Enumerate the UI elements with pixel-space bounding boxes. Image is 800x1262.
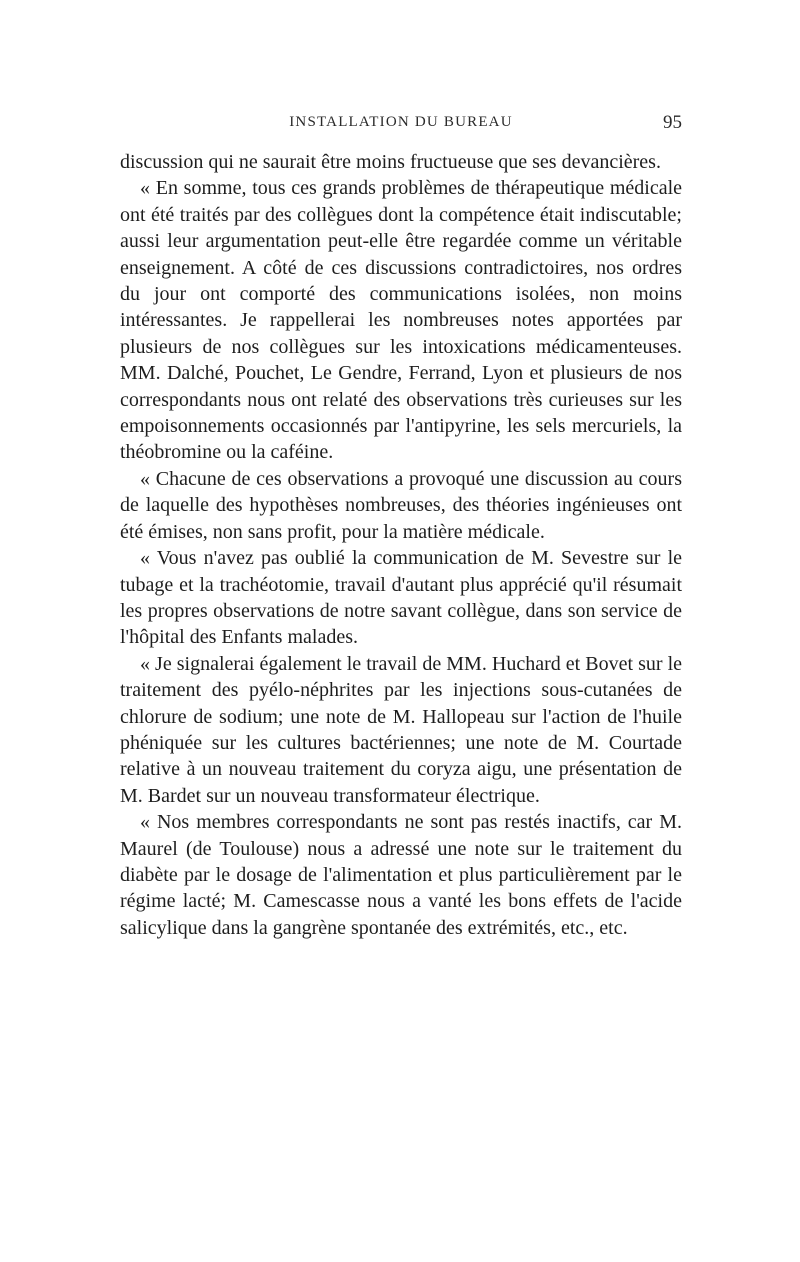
- paragraph-huchard: « Je signalerai également le travail de MM. Huchard et Bovet sur le traitement des pyélo-néphrites par les injections sous-cutanées de chlorure de sodium; une note de M. Hallopeau sur l'action de l'huile phéniquée sur les cultures bactériennes; une note de M. Courtade relative à un nouveau traitement du coryza aigu, une présentation de M. Bardet sur un nouveau transformateur électrique.: [120, 652, 682, 807]
- paragraph-correspondents: « Nos membres correspondants ne sont pas restés inactifs, car M. Maurel (de Toulouse) nous a adressé une note sur le traitement du diabète par le dosage de l'alimentation et plus particulièrement par le régime lacté; M. Camescasse nous a vanté les bons effets de l'acide salicylique dans la gangrène spontanée des extrémités, etc., etc.: [120, 811, 682, 939]
- body-text: [120, 149, 682, 941]
- paragraph-therapeutics: « En somme, tous ces grands problèmes de thérapeutique médicale ont été traités par des collègues dont la compétence était indiscutable; aussi leur argumentation peut-elle être regardée comme un véritable enseignement. A côté de ces discussions contradictoires, nos ordres du jour ont comporté des communications isolées, non moins intéressantes. Je rappellerai les nombreuses notes apportées par plusieurs de nos collègues sur les intoxications médicamenteuses. MM. Dalché, Pouchet, Le Gendre, Ferrand, Lyon et plusieurs de nos correspondants nous ont relaté des observations très curieuses sur les empoisonnements occasionnés par l'antipyrine, les sels mercuriels, la théobromine ou la caféine.: [120, 177, 682, 464]
- running-title: INSTALLATION DU BUREAU: [289, 114, 513, 130]
- paragraph-sevestre: « Vous n'avez pas oublié la communication de M. Sevestre sur le tubage et la trachéotomie, travail d'autant plus apprécié qu'il résumait les propres observations de notre savant collègue, dans son service de l'hôpital des Enfants malades.: [120, 547, 682, 649]
- paragraph-discussions: « Chacune de ces observations a provoqué une discussion au cours de laquelle des hypothèses nombreuses, des théories ingénieuses ont été émises, non sans profit, pour la matière médicale.: [120, 467, 682, 543]
- running-header: [120, 114, 682, 136]
- paragraph-continuation: discussion qui ne saurait être moins fructueuse que ses devancières.: [120, 151, 661, 173]
- page-number: 95: [663, 112, 682, 133]
